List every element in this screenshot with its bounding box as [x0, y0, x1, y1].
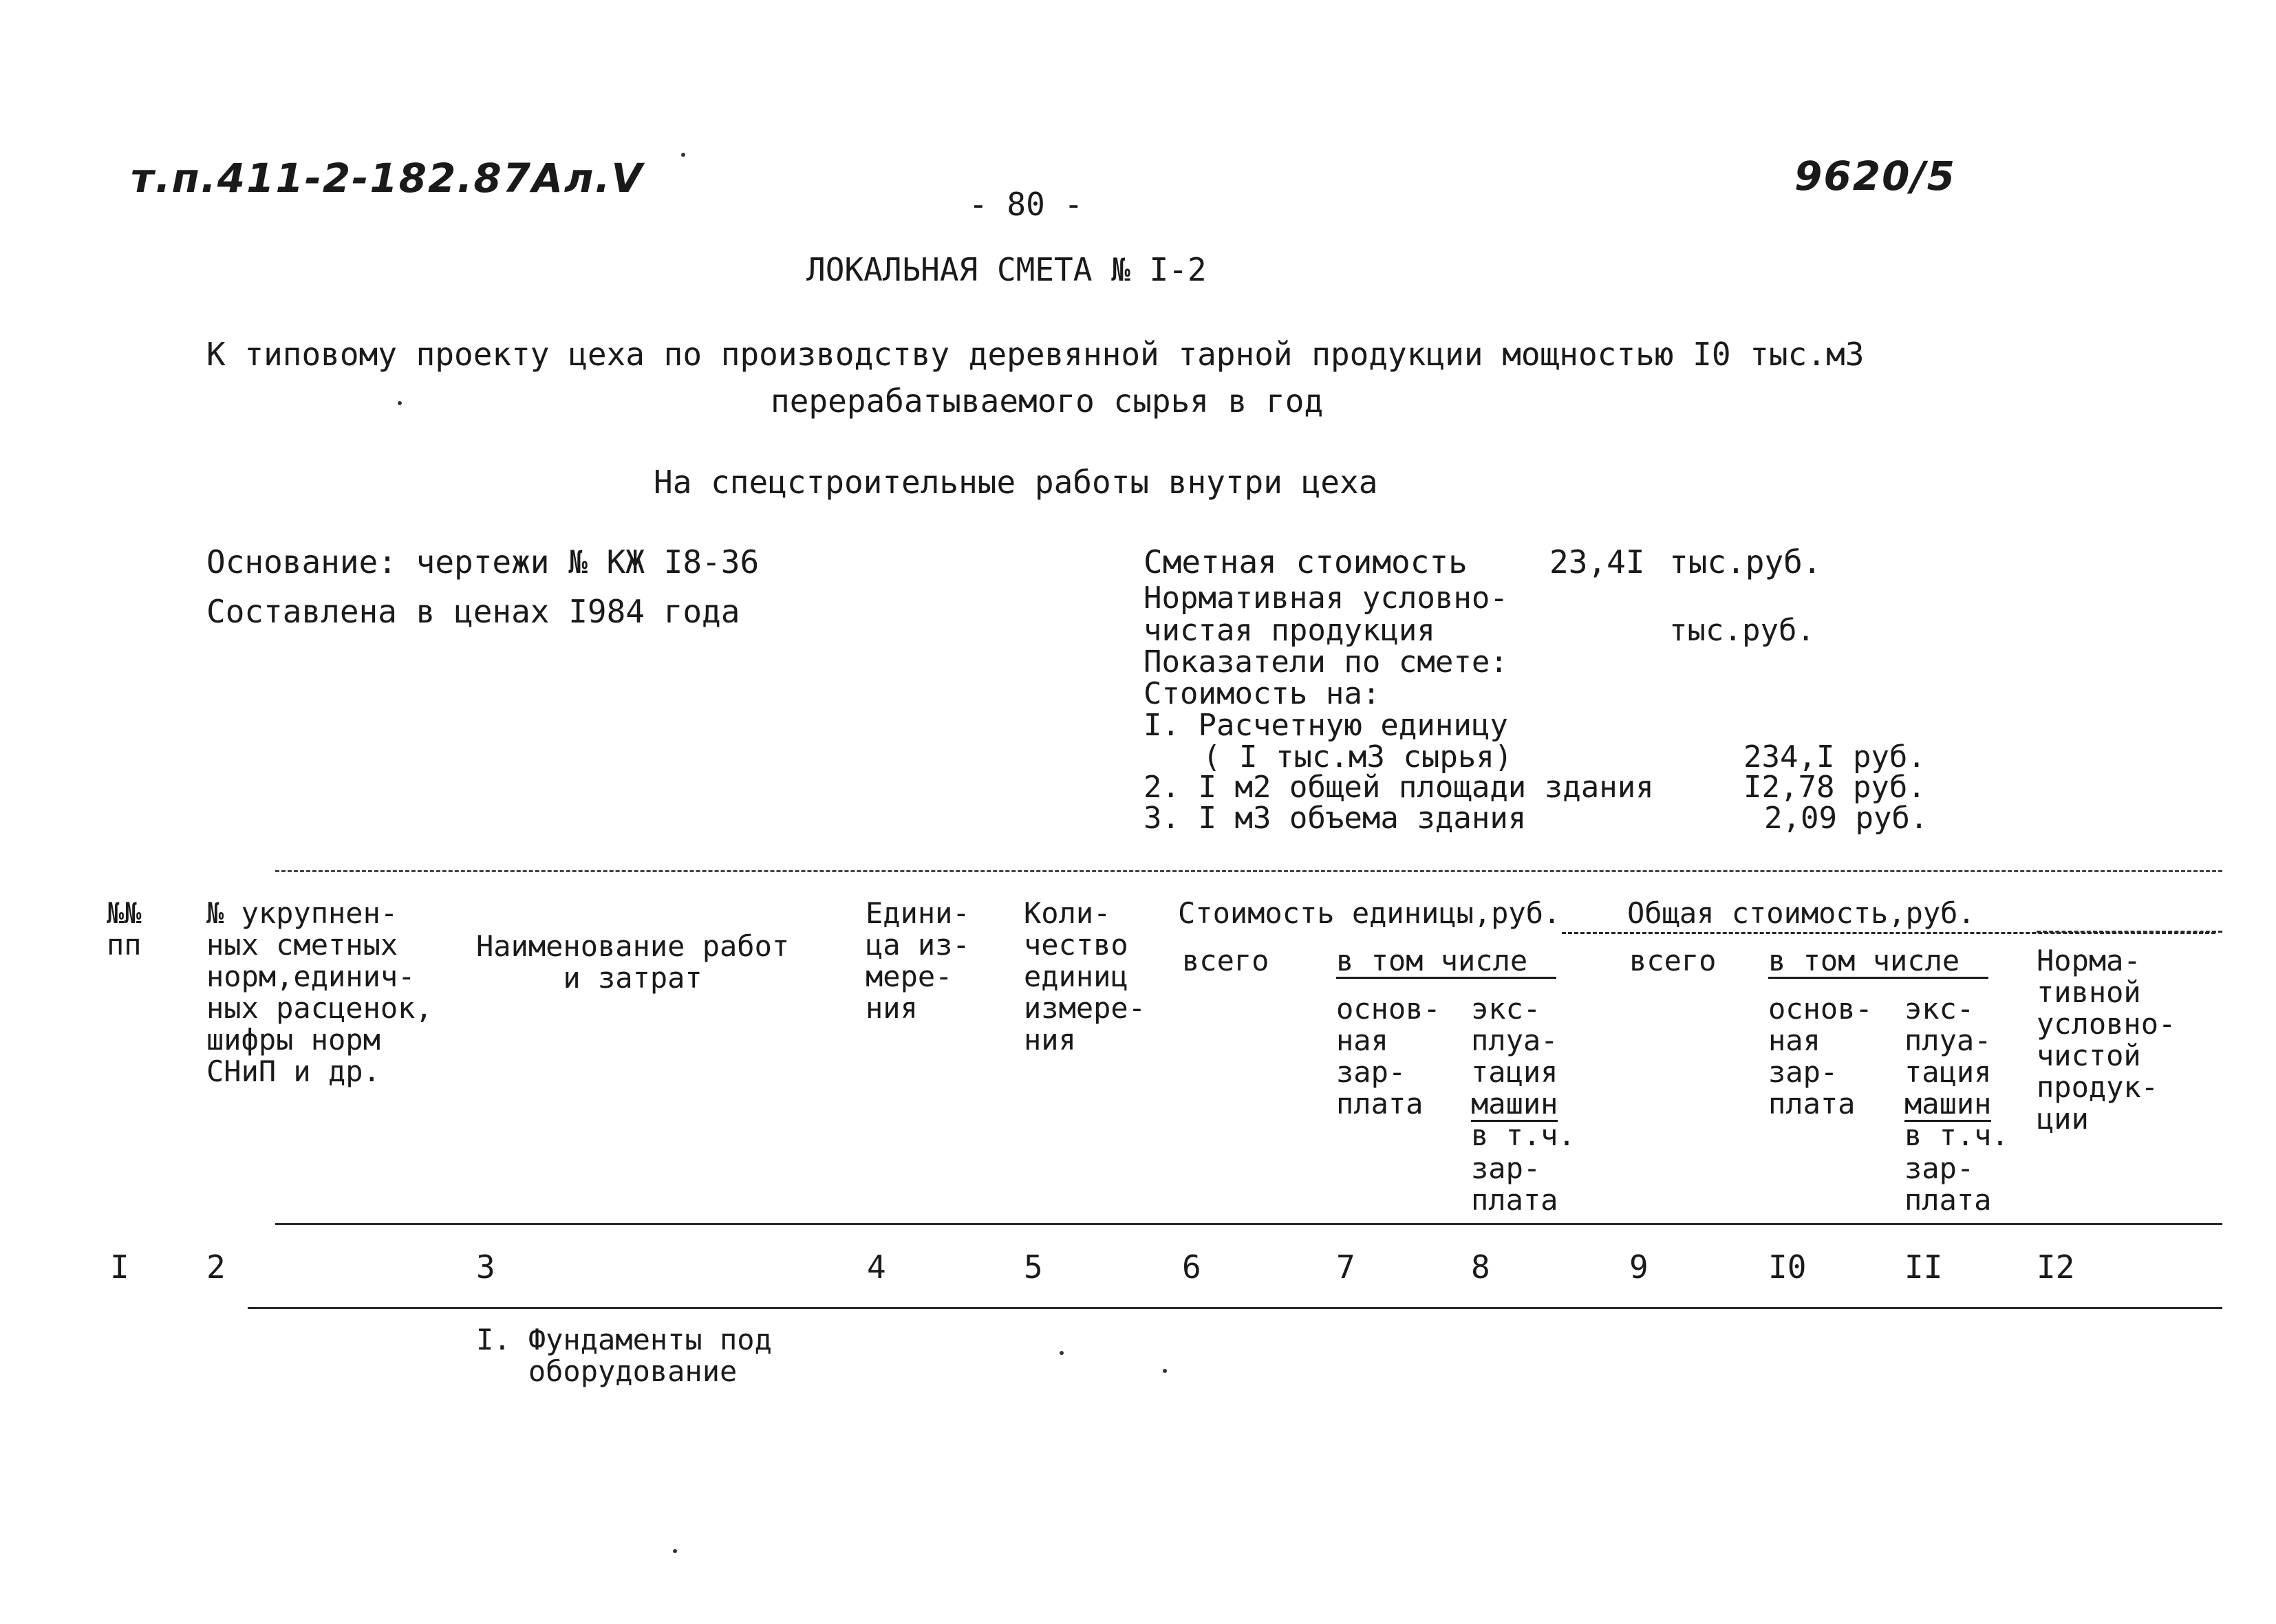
- column-number: 8: [1471, 1248, 1490, 1286]
- scan-speck: [1163, 1369, 1167, 1373]
- section-title: I. Фундаменты под оборудование: [476, 1323, 772, 1388]
- cost-for-label: Стоимость на:: [1144, 676, 1381, 711]
- scan-speck: [681, 153, 685, 157]
- col-header-unit: Едини- ца из- мере- ния: [866, 896, 970, 1025]
- page-number: - 80 -: [969, 186, 1084, 223]
- col-header-work-name: Наименование работ и затрат: [476, 929, 790, 995]
- unit-cost-group-header: Стоимость единицы,руб.: [1178, 896, 1561, 930]
- normative-label-2: чистая продукция: [1144, 613, 1435, 648]
- col-header-norm-codes: № укрупнен- ных сметных норм,единич- ных расценок, шифры норм СНиП и др.: [206, 896, 433, 1088]
- estimated-cost-label: Сметная стоимость: [1144, 543, 1468, 581]
- total-cost-group-header: Общая стоимость,руб.: [1627, 896, 1975, 930]
- basis-line: Основание: чертежи № КЖ I8-36: [206, 543, 760, 581]
- scan-speck: [673, 1549, 677, 1553]
- item3-value: 2,09 руб.: [1764, 801, 1929, 836]
- subtitle-line-1: К типовому проекту цеха по производству деревянной тарной продукции мощностью I0 тыс.м3: [206, 336, 1865, 373]
- total-cost-incl: в т.ч.: [1904, 1118, 2009, 1152]
- column-number: II: [1904, 1248, 1943, 1286]
- item1-label-1: I. Расчетную единицу: [1144, 708, 1508, 743]
- column-number: 9: [1629, 1248, 1649, 1286]
- normative-unit: тыс.руб.: [1669, 613, 1815, 648]
- prices-year-line: Составлена в ценах I984 года: [206, 593, 740, 630]
- item2-value: I2,78 руб.: [1743, 770, 1926, 805]
- total-cost-basic-salary: основ- ная зар- плата: [1768, 992, 1873, 1120]
- estimated-cost-unit: тыс.руб.: [1669, 543, 1822, 581]
- table-top-rule: [275, 870, 2222, 872]
- column-number: I: [110, 1248, 129, 1286]
- subgroup-rule: [2037, 931, 2222, 933]
- estimated-cost-value: 23,4I: [1549, 543, 1645, 581]
- header-bottom-rule: [275, 1223, 2222, 1225]
- column-number: 2: [206, 1248, 226, 1286]
- item1-label-2: ( I тыс.м3 сырья): [1203, 739, 1513, 775]
- total-cost-machine-ops: экс- плуа- тация: [1904, 992, 1992, 1089]
- column-number: 4: [867, 1248, 886, 1286]
- scan-speck: [1060, 1351, 1064, 1355]
- indicators-label: Показатели по смете:: [1144, 645, 1508, 680]
- unit-cost-salary: зар- плата: [1471, 1151, 1558, 1217]
- column-number: 5: [1024, 1248, 1043, 1286]
- column-number: I2: [2037, 1248, 2075, 1286]
- total-cost-including: в том числе: [1768, 945, 1988, 979]
- document-code: т.п.411-2-182.87Ал.V: [131, 155, 644, 202]
- item2-label: 2. I м2 общей площади здания: [1144, 770, 1654, 805]
- column-number: I0: [1768, 1248, 1807, 1286]
- total-cost-salary: зар- плата: [1904, 1151, 1992, 1217]
- unit-cost-machines: машин: [1471, 1087, 1558, 1120]
- unit-cost-machine-ops: экс- плуа- тация: [1471, 992, 1558, 1089]
- column-number: 6: [1182, 1248, 1201, 1286]
- col-header-normative-product: Норма- тивной условно- чистой продук- ции: [2037, 944, 2176, 1136]
- total-cost-total: всего: [1629, 944, 1717, 977]
- total-cost-machines: машин: [1904, 1087, 1992, 1120]
- scan-speck: [398, 401, 402, 405]
- unit-cost-including: в том числе: [1336, 945, 1556, 979]
- unit-cost-incl: в т.ч.: [1471, 1118, 1576, 1152]
- column-numbers-rule: [248, 1307, 2222, 1309]
- subtitle-line-3: На спецстроительные работы внутри цеха: [654, 464, 1378, 501]
- item1-value: 234,I руб.: [1743, 739, 1926, 775]
- column-number: 3: [476, 1248, 495, 1286]
- document-title: ЛОКАЛЬНАЯ СМЕТА № I-2: [806, 251, 1207, 288]
- item3-label: 3. I м3 объема здания: [1144, 801, 1527, 836]
- col-header-quantity: Коли- чество единиц измере- ния: [1024, 896, 1146, 1057]
- unit-cost-basic-salary: основ- ная зар- плата: [1336, 992, 1441, 1120]
- subtitle-line-2: перерабатываемого сырья в год: [771, 382, 1324, 420]
- col-header-number: №№ пп: [107, 896, 142, 962]
- normative-label-1: Нормативная условно-: [1144, 581, 1508, 616]
- column-number: 7: [1336, 1248, 1355, 1286]
- unit-cost-total: всего: [1182, 944, 1269, 977]
- inventory-number: 9620/5: [1794, 153, 1956, 199]
